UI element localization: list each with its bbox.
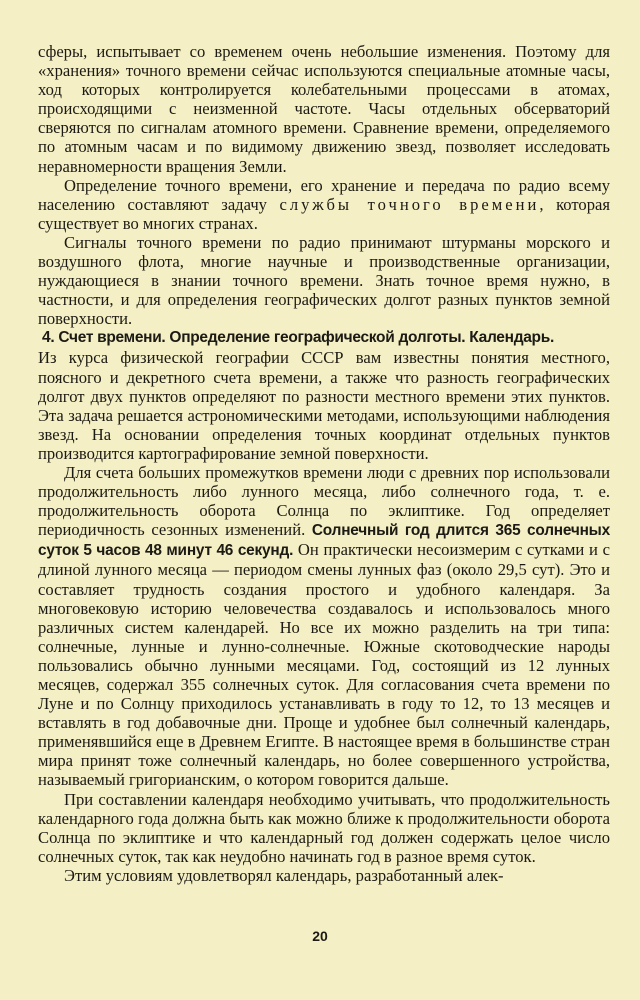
solar-year-definition: Солнечный год длится 365 солнечных суток 5 часов 48 минут 46 секунд. xyxy=(38,522,610,560)
paragraph-calendar-types xyxy=(38,463,610,790)
paragraph-alexandrian-calendar: Этим условиям удовлетворял календарь, разработанный алек- xyxy=(64,865,504,885)
term-time-service: службы точного времени xyxy=(279,194,540,214)
page-number: 20 xyxy=(312,928,328,944)
paragraph-radio-signals: Сигналы точного времени по радио принимают штурманы морского и воздушного флота, многие научные и производственные организации, нуждающиеся в знании точного времени. Знать точное время нужно, в частности, и для определения географических долгот разных пунктов земной поверхности. xyxy=(38,232,610,329)
paragraph-calendar-requirements: При составлении календаря необходимо учитывать, что продолжительность календарного года должна быть как можно ближе к продолжительности оборота Солнца по эклиптике и что календарный год должен содержать целое число солнечных суток, так как неудобно начинать год в разное время суток. xyxy=(38,789,610,866)
section-heading: 4. Счет времени. Определение географической долготы. Календарь. xyxy=(42,329,554,347)
paragraph-time-service-start: Определение точного времени, его хранение и передача по радио всему населению составляют задачу xyxy=(38,175,610,214)
paragraph-longitude: Из курса физической географии СССР вам известны понятия местного, поясного и декретного счета времени, а также что разность географических долгот двух пунктов определяют по разности местного времени этих пунктов. Эта задача решается астрономическими методами, использующими наблюдения звезд. На основании определения точных координат отдельных пунктов производится картографирование земной поверхности. xyxy=(38,348,610,463)
paragraph-calendar-types-start: Для счета больших промежутков времени люди с древних пор использовали продолжительность либо лунного месяца, либо солнечного года, т. е. продолжительность оборота Солнца по эклиптике. Год определяет периодичность сезонных изменений. xyxy=(38,462,610,540)
paragraph-time-service xyxy=(38,176,610,233)
paragraph-calendar-types-end: Он практически несоизмерим с сутками и с длиной лунного месяца — периодом смены лунных фаз (около 29,5 сут). Это и составляет трудность создания простого и удобного календаря. За многовековую историю человечества создавалось и использовалось много различных систем календарей. Но все их можно разделить на три типа: солнечные, лунные и лунно-солнечные. Южные скотоводческие народы пользовались обычно лунными месяцами. Год, состоящий из 12 лунных месяцев, содержал 355 солнечных суток. Для согласования счета времени по Луне и по Солнцу приходилось устанавливать в году то 12, то 13 месяцев и вставлять в год добавочные дни. Проще и удобнее был солнечный календарь, применявшийся еще в Древнем Египте. В настоящее время в большинстве стран мира принят тоже солнечный календарь, но более совершенного устройства, называемый григорианским, о котором говорится дальше. xyxy=(38,540,610,790)
paragraph-atomic-clocks: сферы, испытывает со временем очень небольшие изменения. Поэтому для «хранения» точного времени сейчас используются специальные атомные часы, ход которых контролируется колебательными процессами в атомах, происходящими с неизменной частоте. Часы отдельных обсерваторий сверяются по сигналам атомного времени. Сравнение времени, определяемого по атомным часам и по видимому движению звезд, позволяет исследовать неравномерности вращения Земли. xyxy=(38,42,610,176)
paragraph-time-service-end: , которая существует во многих странах. xyxy=(38,194,610,233)
